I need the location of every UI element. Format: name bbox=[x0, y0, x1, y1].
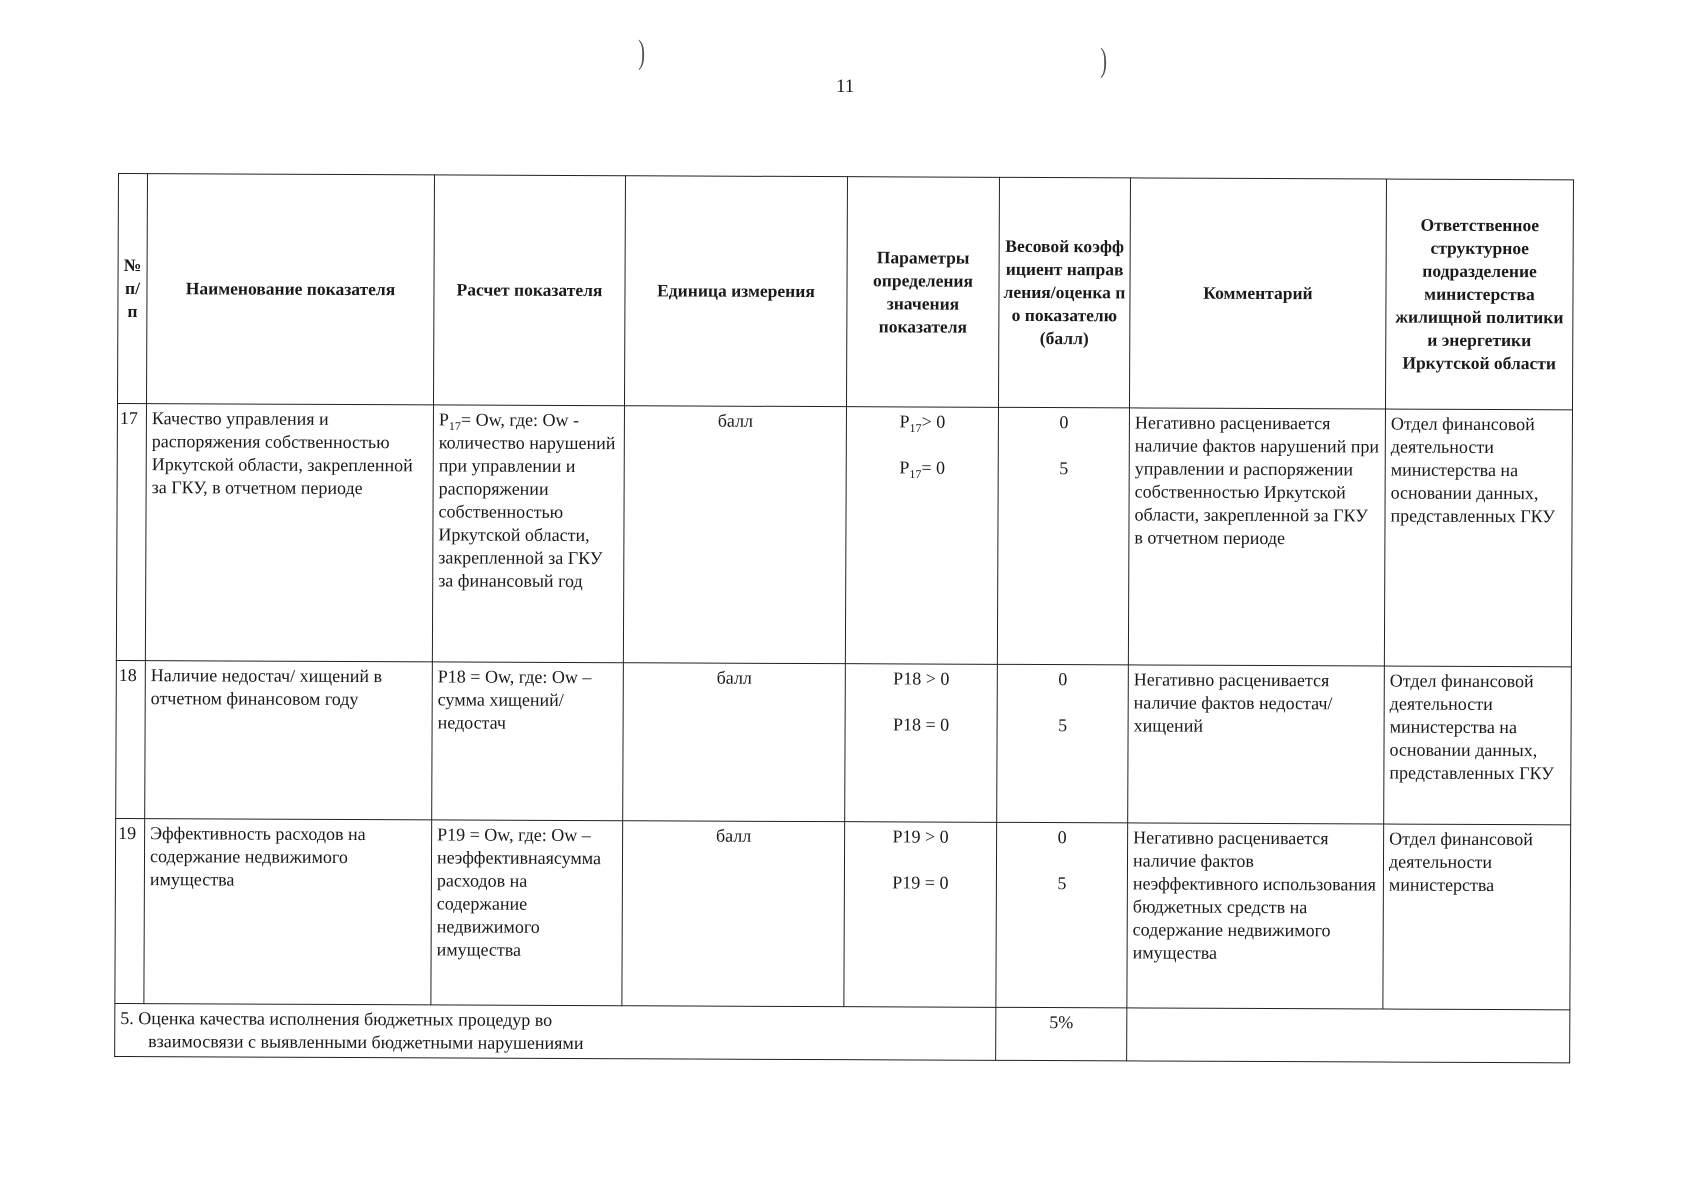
page-number: 11 bbox=[836, 76, 855, 97]
score-value: 0 bbox=[1058, 669, 1068, 690]
row-calc: $P_{17}= Ow$, где: Ow - количество нарушений при управлении и распоряжении собственностью Иркутской области, закрепленной за ГКУ за финансовый год bbox=[432, 405, 624, 663]
summary-label bbox=[115, 1003, 996, 1060]
param-subscript: 17 bbox=[909, 467, 922, 482]
param-text: = 0 bbox=[921, 457, 946, 478]
score-value: 0 bbox=[1059, 412, 1069, 433]
row-unit: балл bbox=[623, 406, 846, 664]
summary-weight: 5% bbox=[996, 1007, 1127, 1061]
row-params bbox=[844, 822, 997, 1008]
row-scores bbox=[997, 407, 1129, 665]
score-value: 5 bbox=[1059, 458, 1069, 479]
row-name: Эффективность расходов на содержание недвижимого имущества bbox=[144, 819, 432, 1005]
row-num: 19 bbox=[115, 818, 145, 1003]
indicators-table bbox=[114, 173, 1574, 1063]
scan-mark-left: ) bbox=[638, 34, 646, 71]
param-line: $P_{17}= 0$ bbox=[899, 457, 946, 482]
row-num: 18 bbox=[116, 660, 146, 818]
row-calc: P19 = Ow, где: Ow – неэффективнаясумма расходов на содержание недвижимого имущества bbox=[431, 820, 623, 1006]
row-responsible: Отдел финансовой деятельности министерства на основании данных, представленных ГКУ bbox=[1384, 409, 1572, 667]
row-scores bbox=[996, 822, 1128, 1008]
score-value: 0 bbox=[1057, 827, 1067, 848]
header-comment: Комментарий bbox=[1129, 178, 1386, 409]
row-scores bbox=[997, 664, 1129, 823]
param-text: > 0 bbox=[921, 411, 946, 432]
row-comment: Негативно расценивается наличие фактов нарушений при управлении и распоряжении собственностью Иркутской области, закрепленной за ГКУ в отчетном периоде bbox=[1128, 408, 1385, 666]
header-unit: Единица измерения bbox=[624, 176, 847, 407]
score-value: 5 bbox=[1058, 715, 1068, 736]
row-name: Наличие недостач/ хищений в отчетном финансовом году bbox=[145, 661, 433, 820]
row-unit: балл bbox=[622, 821, 845, 1007]
header-responsible: Ответственное структурное подразделение министерства жилищной политики и энергетики Иркутской области bbox=[1385, 179, 1573, 410]
header-calc: Расчет показателя bbox=[433, 175, 625, 406]
row-params bbox=[845, 664, 998, 823]
row-responsible: Отдел финансовой деятельности министерства bbox=[1383, 824, 1571, 1010]
table-row bbox=[115, 818, 1571, 1009]
param-line: P18 > 0 bbox=[893, 668, 950, 689]
row-responsible: Отдел финансовой деятельности министерства на основании данных, представленных ГКУ bbox=[1384, 666, 1572, 825]
header-params: Параметры определения значения показателя bbox=[846, 177, 999, 408]
row-unit: балл bbox=[623, 663, 846, 822]
summary-row bbox=[115, 1003, 1570, 1062]
row-num: 17 bbox=[116, 404, 146, 661]
summary-empty bbox=[1127, 1008, 1570, 1063]
param-line: $P_{17}> 0$ bbox=[899, 411, 946, 436]
summary-line: 5. Оценка качества исполнения бюджетных процедур во bbox=[120, 1008, 553, 1030]
header-row bbox=[117, 174, 1573, 410]
calc-subscript: 17 bbox=[448, 419, 461, 434]
param-subscript: 17 bbox=[909, 421, 922, 436]
header-weight: Весовой коэффициент направления/оценка по показателю (балл) bbox=[998, 177, 1130, 408]
header-num: № п/ п bbox=[117, 174, 147, 404]
table-row bbox=[116, 660, 1572, 824]
summary-line: взаимосвязи с выявленными бюджетными нарушениями bbox=[148, 1031, 584, 1054]
param-line: P19 > 0 bbox=[892, 826, 949, 847]
row-name: Качество управления и распоряжения собственностью Иркутской области, закрепленной за ГКУ, в отчетном периоде bbox=[145, 404, 433, 662]
calc-text: = Ow, где: Ow - количество нарушений при управлении и распоряжении собственностью Иркутской области, закрепленной за ГКУ за финансовый год bbox=[438, 409, 616, 592]
scan-mark-right: ) bbox=[1100, 42, 1108, 79]
param-line: P18 = 0 bbox=[892, 714, 950, 735]
row-params bbox=[845, 407, 998, 665]
row-calc: P18 = Ow, где: Ow – сумма хищений/недостач bbox=[432, 662, 624, 821]
table-row bbox=[116, 404, 1572, 667]
header-name: Наименование показателя bbox=[146, 174, 434, 405]
row-comment: Негативно расценивается наличие фактов недостач/хищений bbox=[1128, 665, 1385, 824]
score-value: 5 bbox=[1057, 873, 1067, 894]
row-comment: Негативно расценивается наличие фактов неэффективного использования бюджетных средств на содержание недвижимого имущества bbox=[1127, 823, 1384, 1009]
param-line: P19 = 0 bbox=[892, 872, 949, 893]
